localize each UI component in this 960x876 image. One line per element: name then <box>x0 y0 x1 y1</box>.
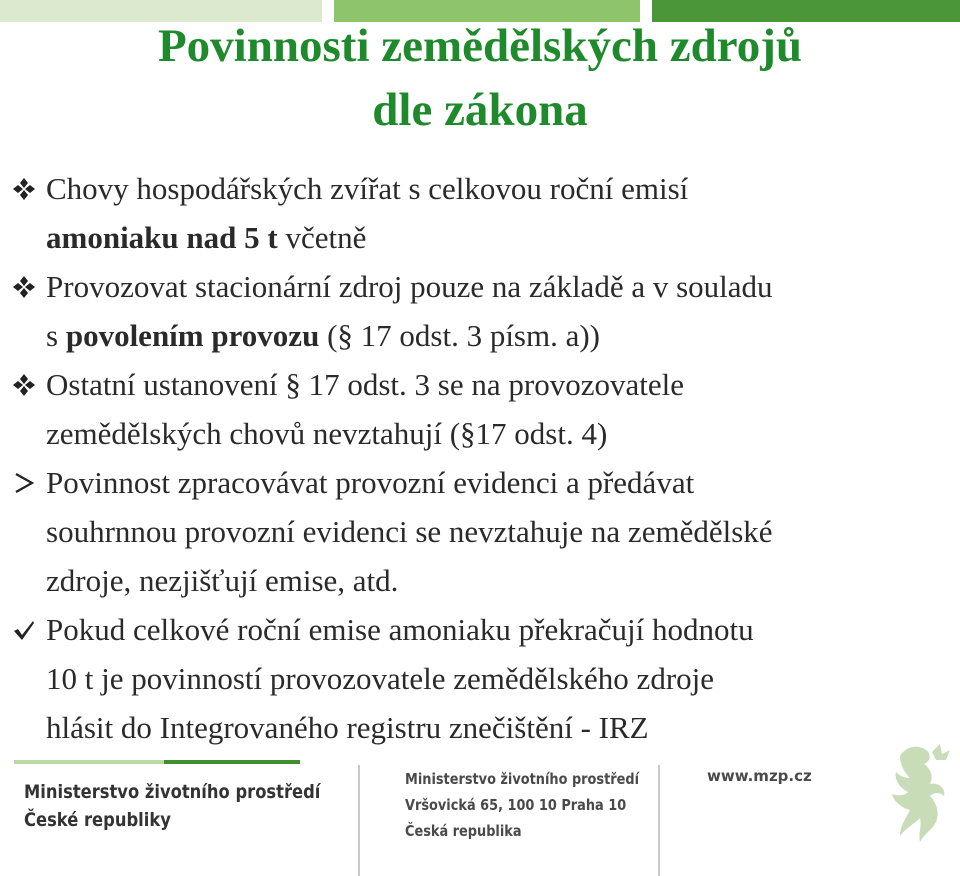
footer-accent-dark <box>164 760 300 764</box>
four-diamond-bullet-icon <box>12 360 42 409</box>
list-item <box>12 458 960 605</box>
ministry-line-2: České republiky <box>24 809 171 831</box>
item-line: Provozovat stacionární zdroj pouze na základě a v souladu <box>46 269 773 304</box>
title-line-1: Povinnosti zemědělských zdrojů <box>157 20 803 72</box>
website-link[interactable]: www.mzp.cz <box>707 767 812 785</box>
list-item <box>12 360 960 458</box>
czech-lion-emblem-icon <box>870 738 960 858</box>
item-line <box>46 213 960 262</box>
title-line-2: dle zákona <box>372 84 588 136</box>
item-line: Chovy hospodářských zvířat s celkovou roční emisí <box>46 171 689 206</box>
address-line-1: Ministerstvo životního prostředí <box>405 770 640 788</box>
slide-title <box>0 14 960 142</box>
item-text: (§ 17 odst. 3 písm. a)) <box>319 318 601 353</box>
item-line: 10 t je povinností provozovatele zemědělského zdroje <box>46 661 715 696</box>
ministry-logo-text <box>24 778 320 834</box>
ministry-address <box>405 766 639 844</box>
four-diamond-bullet-icon <box>12 262 42 311</box>
item-line <box>46 311 960 360</box>
list-item <box>12 605 960 752</box>
item-line: Ostatní ustanovení § 17 odst. 3 se na provozovatele <box>46 367 684 402</box>
address-line-2: Vršovická 65, 100 10 Praha 10 <box>405 796 627 814</box>
footer-accent-light <box>14 760 164 764</box>
footer-divider <box>658 765 660 876</box>
emphasis-text: povolením provozu <box>65 318 320 353</box>
item-line: hlásit do Integrovaného registru znečištění - IRZ <box>46 710 649 745</box>
address-line-3: Česká republika <box>405 822 522 840</box>
item-text: včetně <box>277 220 367 255</box>
footer-divider <box>358 765 360 876</box>
item-line: zemědělských chovů nevztahují (§17 odst. 4) <box>46 416 608 451</box>
ministry-line-1: Ministerstvo životního prostředí <box>24 781 321 803</box>
item-line: Pokud celkové roční emise amoniaku překračují hodnotu <box>46 612 754 647</box>
arrow-bullet-icon <box>12 458 42 507</box>
emphasis-text: amoniaku nad 5 t <box>46 220 278 255</box>
list-item <box>12 164 960 262</box>
four-diamond-bullet-icon <box>12 164 42 213</box>
item-line: zdroje, nezjišťují emise, atd. <box>46 563 399 598</box>
bullet-list <box>12 164 960 752</box>
item-line: souhrnnou provozní evidenci se nevztahuje na zemědělské <box>46 514 773 549</box>
item-line: Povinnost zpracovávat provozní evidenci a předávat <box>46 465 695 500</box>
checkmark-bullet-icon <box>12 605 42 654</box>
item-text: s <box>46 318 66 353</box>
list-item <box>12 262 960 360</box>
